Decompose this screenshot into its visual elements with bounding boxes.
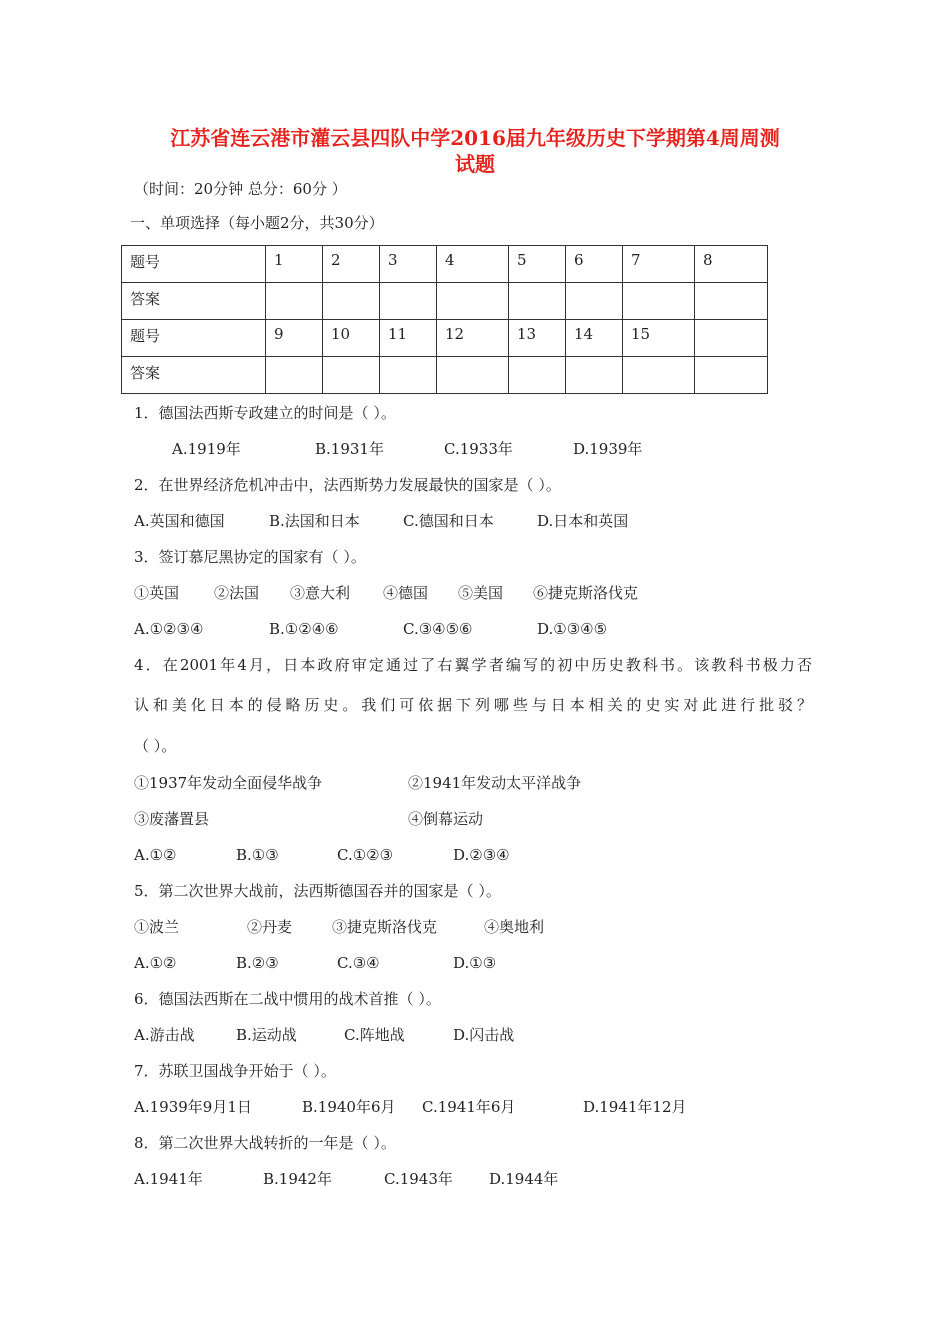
question-4-option-b[interactable]: B.①③ — [236, 846, 279, 864]
question-7-option-d[interactable]: D.1941年12月 — [583, 1098, 687, 1116]
question-number-cell — [695, 320, 768, 357]
question-number-cell: 11 — [380, 320, 437, 357]
question-number-cell: 6 — [566, 246, 623, 283]
row-label: 答案 — [122, 283, 266, 320]
row-label: 答案 — [122, 357, 266, 394]
question-number-cell: 10 — [323, 320, 380, 357]
question-number-cell: 13 — [509, 320, 566, 357]
question-5-option-b[interactable]: B.②③ — [236, 954, 279, 972]
row-label: 题号 — [122, 246, 266, 283]
question-7-option-b[interactable]: B.1940年6月 — [302, 1098, 396, 1116]
question-5-item: ①波兰 — [134, 918, 180, 936]
table-row — [122, 320, 768, 357]
question-number-cell: 5 — [509, 246, 566, 283]
question-6-option-d[interactable]: D.闪击战 — [453, 1026, 515, 1044]
answer-cell[interactable] — [566, 357, 623, 394]
question-4-option-a[interactable]: A.①② — [134, 846, 177, 864]
question-4-item: ③废藩置县 — [134, 810, 210, 828]
question-number-cell: 15 — [623, 320, 695, 357]
question-number-cell: 7 — [623, 246, 695, 283]
question-3-option-c[interactable]: C.③④⑤⑥ — [403, 620, 473, 638]
answer-cell[interactable] — [695, 357, 768, 394]
question-6-stem: 6．德国法西斯在二战中惯用的战术首推（ ）。 — [134, 990, 441, 1008]
title-line-1: 江苏省连云港市灌云县四队中学2016届九年级历史下学期第4周周测 — [170, 126, 780, 150]
answer-cell[interactable] — [437, 283, 509, 320]
question-2-option-a[interactable]: A.英国和德国 — [134, 512, 225, 530]
question-number-cell: 4 — [437, 246, 509, 283]
question-2-stem: 2．在世界经济危机冲击中，法西斯势力发展最快的国家是（ ）。 — [134, 476, 561, 494]
question-2-option-d[interactable]: D.日本和英国 — [537, 512, 629, 530]
row-label: 题号 — [122, 320, 266, 357]
question-4-item: ④倒幕运动 — [408, 810, 484, 828]
question-1-option-b[interactable]: B.1931年 — [315, 440, 384, 458]
question-6-option-b[interactable]: B.运动战 — [236, 1026, 297, 1044]
question-5-item: ②丹麦 — [247, 918, 293, 936]
question-4-item: ②1941年发动太平洋战争 — [408, 774, 582, 792]
question-8-option-d[interactable]: D.1944年 — [489, 1170, 559, 1188]
question-3-option-b[interactable]: B.①②④⑥ — [269, 620, 339, 638]
question-3-item: ①英国 — [134, 584, 180, 602]
question-number-cell: 14 — [566, 320, 623, 357]
question-number-cell: 8 — [695, 246, 768, 283]
question-4-stem-line-3: （ ）。 — [134, 737, 177, 755]
answer-cell[interactable] — [266, 283, 323, 320]
question-4-option-c[interactable]: C.①②③ — [337, 846, 394, 864]
answer-cell[interactable] — [566, 283, 623, 320]
question-2-option-c[interactable]: C.德国和日本 — [403, 512, 494, 530]
answer-cell[interactable] — [509, 357, 566, 394]
question-7-stem: 7．苏联卫国战争开始于（ ）。 — [134, 1062, 336, 1080]
question-8-option-a[interactable]: A.1941年 — [134, 1170, 203, 1188]
answer-cell[interactable] — [266, 357, 323, 394]
question-3-item: ③意大利 — [290, 584, 351, 602]
question-3-option-d[interactable]: D.①③④⑤ — [537, 620, 608, 638]
question-3-item: ⑤美国 — [458, 584, 504, 602]
question-3-item: ④德国 — [383, 584, 429, 602]
title-line-2: 试题 — [455, 152, 495, 176]
question-1-option-c[interactable]: C.1933年 — [444, 440, 513, 458]
answer-cell[interactable] — [695, 283, 768, 320]
table-row — [122, 246, 768, 283]
question-3-item: ⑥捷克斯洛伐克 — [533, 584, 639, 602]
question-5-stem: 5．第二次世界大战前，法西斯德国吞并的国家是（ ）。 — [134, 882, 501, 900]
question-1-option-d[interactable]: D.1939年 — [573, 440, 643, 458]
question-1-stem: 1．德国法西斯专政建立的时间是（ ）。 — [134, 404, 396, 422]
question-7-option-a[interactable]: A.1939年9月1日 — [134, 1098, 252, 1116]
question-5-item: ③捷克斯洛伐克 — [332, 918, 438, 936]
exam-info: （时间：20分钟 总分：60分 ） — [134, 180, 347, 198]
question-3-item: ②法国 — [214, 584, 260, 602]
question-4-stem-line-2: 认和美化日本的侵略历史。我们可依据下列哪些与日本相关的史实对此进行批驳？ — [134, 696, 812, 714]
answer-cell[interactable] — [380, 357, 437, 394]
answer-cell[interactable] — [623, 283, 695, 320]
question-number-cell: 9 — [266, 320, 323, 357]
question-7-option-c[interactable]: C.1941年6月 — [422, 1098, 516, 1116]
answer-cell[interactable] — [509, 283, 566, 320]
question-1-option-a[interactable]: A.1919年 — [172, 440, 241, 458]
question-number-cell: 2 — [323, 246, 380, 283]
section-heading: 一、单项选择（每小题2分，共30分） — [130, 214, 384, 232]
question-2-option-b[interactable]: B.法国和日本 — [269, 512, 360, 530]
question-4-stem-line-1: 4．在2001年4月，日本政府审定通过了右翼学者编写的初中历史教科书。该教科书极力否 — [134, 656, 812, 674]
question-4-option-d[interactable]: D.②③④ — [453, 846, 510, 864]
table-row — [122, 283, 768, 320]
question-5-option-d[interactable]: D.①③ — [453, 954, 497, 972]
question-5-option-c[interactable]: C.③④ — [337, 954, 380, 972]
question-number-cell: 1 — [266, 246, 323, 283]
question-6-option-a[interactable]: A.游击战 — [134, 1026, 195, 1044]
answer-cell[interactable] — [323, 357, 380, 394]
question-number-cell: 12 — [437, 320, 509, 357]
question-3-stem: 3．签订慕尼黑协定的国家有（ ）。 — [134, 548, 366, 566]
document-title — [100, 125, 850, 177]
answer-cell[interactable] — [437, 357, 509, 394]
question-8-stem: 8．第二次世界大战转折的一年是（ ）。 — [134, 1134, 396, 1152]
question-number-cell: 3 — [380, 246, 437, 283]
question-8-option-c[interactable]: C.1943年 — [384, 1170, 453, 1188]
question-5-option-a[interactable]: A.①② — [134, 954, 177, 972]
answer-table — [121, 245, 768, 394]
answer-cell[interactable] — [380, 283, 437, 320]
question-6-option-c[interactable]: C.阵地战 — [344, 1026, 405, 1044]
question-8-option-b[interactable]: B.1942年 — [263, 1170, 332, 1188]
question-3-option-a[interactable]: A.①②③④ — [134, 620, 204, 638]
question-4-item: ①1937年发动全面侵华战争 — [134, 774, 323, 792]
table-row — [122, 357, 768, 394]
question-5-item: ④奥地利 — [484, 918, 545, 936]
answer-cell[interactable] — [623, 357, 695, 394]
answer-cell[interactable] — [323, 283, 380, 320]
